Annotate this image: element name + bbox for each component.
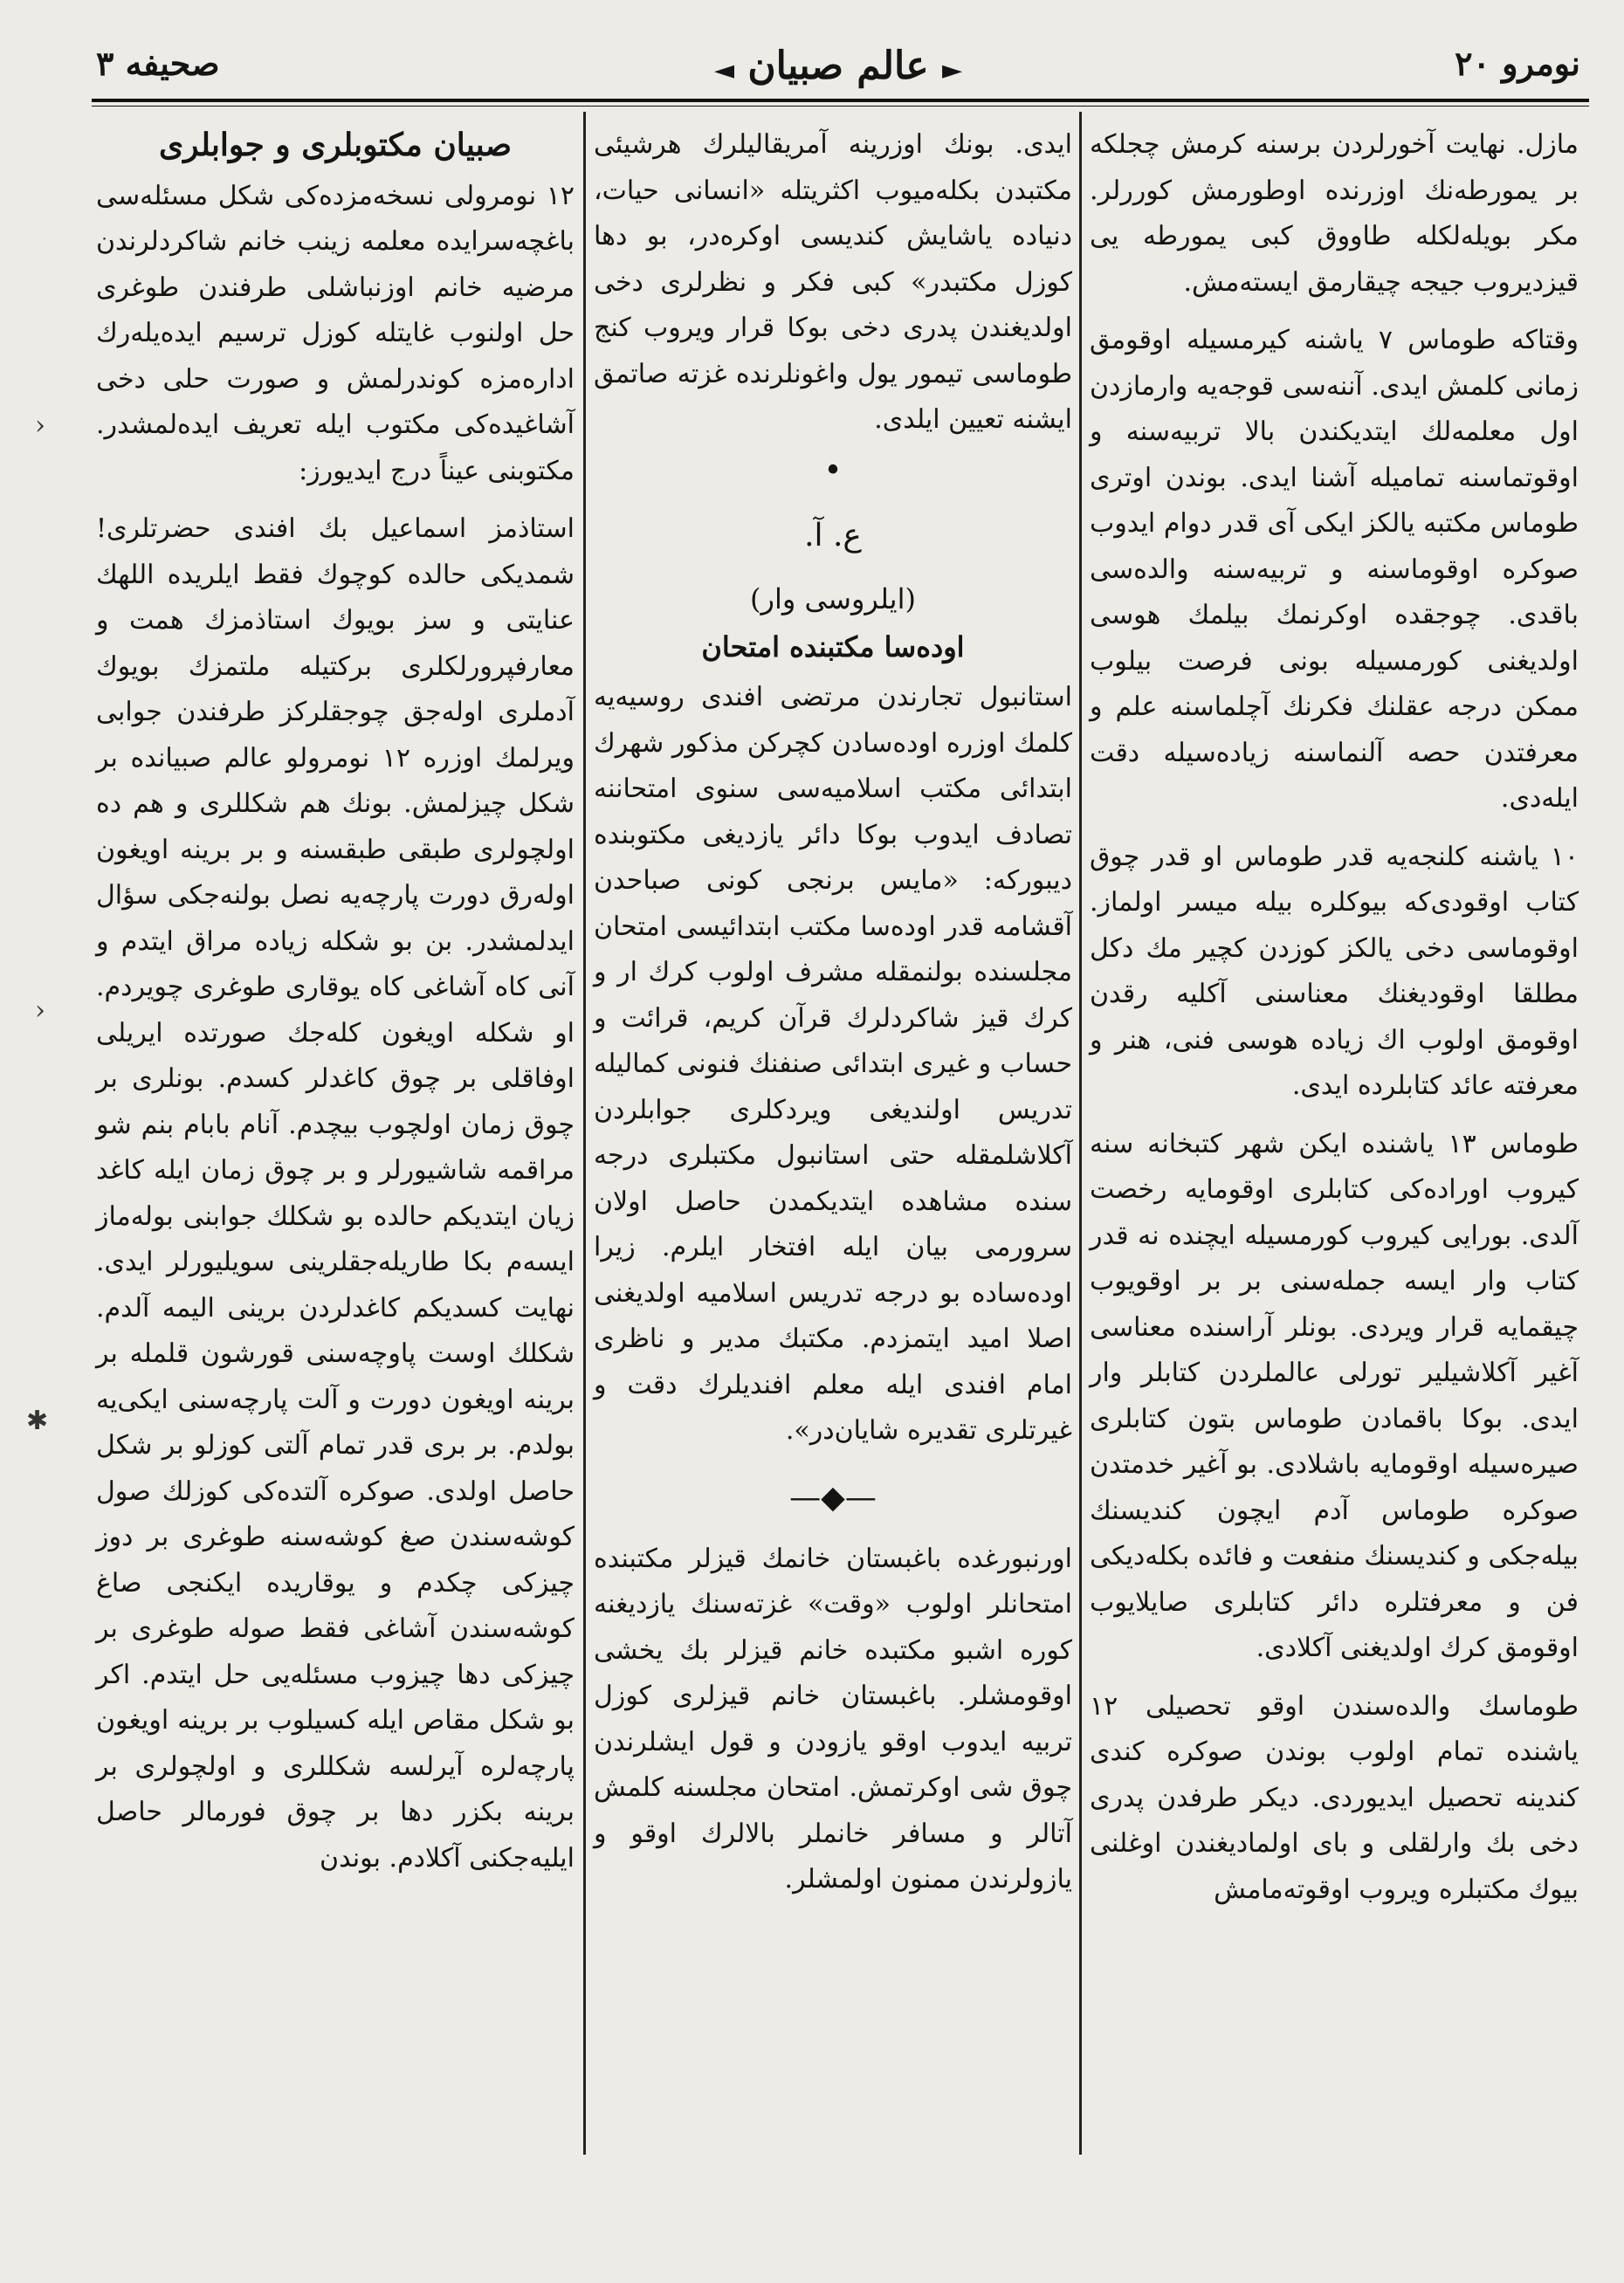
column-divider-right <box>1079 112 1082 2155</box>
column-divider-left <box>583 112 586 2155</box>
column-middle <box>594 122 1072 1915</box>
paragraph: استانبول تجارندن مرتضى افندى روسيه‌يه کلمك اوزره اوده‌سادن کچرکن مذکور شهرك ابتدائى مکتب اسلاميه‌سى سنوى امتحاننه تصادف ايدوب بوکا دائر يازديغى مکتوبنده ديبورکه: «مايس برنجى کونى صباحدن آقشامه قدر اوده‌سا مکتب ابتدائيسى امتحان مجلسنده بولنمقله مشرف اولوب کرك ار و کرك قيز شاکردلرك قرآن کريم، قرائت و حساب و غيرى ابتدائى صنفنك فنونى کماليله تدريس اولنديغى ويردکلرى جوابلردن آکلاشلمقله حتى استانبول مکتبلرى درجه سنده مشاهده ايتديکمدن حاصل اولان سرورمى بيان ايله افتخار ايلرم. زيرا اوده‌ساده بو درجه تدريس اسلاميه اولديغنى اصلا اميد ايتمزدم. مکتبك مدير و ناظرى امام افندى ايله معلم افنديلرك دقت و غيرتلرى تقديره شايان‌در». <box>594 682 1072 1446</box>
author-signature: ع. آ. <box>804 517 862 554</box>
paragraph: طوماسك والده‌سندن اوقو تحصيلى ١٢ ياشنده تمام اولوب بوندن صوکره کندى کندينه تحصيل ايديوردى. ديکر طرفدن پدرى دخى بك وارلقلى و باى اولماديغندن اوغلنى بيوك مکتبلره ويروب اوقوته‌مامش <box>1090 1690 1579 1905</box>
newspaper-title <box>714 44 962 88</box>
bullet-dot: • <box>823 452 843 489</box>
article-title: اوده‌سا مکتبنده امتحان <box>701 629 965 664</box>
newspaper-title-text: عالم صبيان <box>747 44 929 88</box>
header-rule-thick <box>92 99 1589 102</box>
issue-number: نومرو ٢٠ <box>1455 44 1580 83</box>
paragraph: اورنبورغده باغبستان خانمك قيزلر مکتبنده امتحانلر اولوب «وقت» غزته‌سنك يازديغنه کوره اشبو مکتبده خانم قيزلر بك يخشى اوقومشلر. باغبستان خانم قيزلرى کوزل تربيه ايدوب اوقو يازودن و قول ايشلرندن چوق شى اوکرتمش. امتحان مجلسنه کلمش آتالر و مسافر خانملر بالالرك اوقو و يازولرندن ممنون اولمشلر. <box>594 1543 1072 1894</box>
section-divider: —◆— <box>789 1479 877 1516</box>
paragraph: طوماس ١٣ ياشنده ايکن شهر کتبخانه سنه کيروب اوراده‌کى کتابلرى اوقومايه رخصت آلدى. بورايى کيروب کورمسيله ايچنده نه قدر کتاب وار ايسه جمله‌سنى بر بر اوقويوب چيقمايه قرار ويردى. بونلر آراسنده معناسى آغير آکلاشيلير تورلى عالملردن کتابلر وار ايدى. بوکا باقمادن طوماس بتون کتابلرى صيره‌سيله اوقومايه باشلادى. بو آغير خدمتدن صوکره طوماس آدم ايچون کنديسنك بيله‌جکى و کنديسنك منفعت و فائده بکله‌ديکى فن و معرفتلره دائر کتابلرى صايلايوب اوقومق کرك اولديغنى آکلادى. <box>1090 1128 1579 1663</box>
section-title: صبيان مکتوبلرى و جوابلرى <box>158 127 513 163</box>
paragraph: ١٠ ياشنه کلنجه‌يه قدر طوماس او قدر چوق کتاب اوقودى‌که بيوکلره بيله ميسر اولماز. اوقوماسى دخى يالکز کوزدن کچير مك دکل مطلقا اوقوديغنك معناسنى آکليه رقدن اوقومق اولوب اك زياده هوسى فنى، هنر و معرفته عائد کتابلرده ايدى. <box>1090 841 1579 1101</box>
continued-note: (ايلروسى وار) <box>750 582 916 615</box>
margin-mark: › <box>35 995 45 1026</box>
paragraph: ١٢ نومرولى نسخه‌مزده‌کى شکل مسئله‌سى باغچه‌سرايده معلمه زينب خانم شاکردلرندن مرضيه خانم اوزنباشلى طرفندن طوغرى حل اولنوب غايتله کوزل ترسيم ايدەيله‌رك اداره‌مزه کوندرلمش و صورت حلى دخى آشاغيده‌کى مکتوب ايله تعريف ايدەلمشدر. مکتوبنى عيناً درج ايديورز: <box>96 180 575 486</box>
margin-mark: ✱ <box>26 1406 49 1436</box>
paragraph: وقتاکه طوماس ٧ ياشنه کيرمسيله اوقومق زمانى کلمش ايدى. آننه‌سى قوجه‌يه وارمازدن اول معلمه‌لك ايتديکندن بالا تربيه‌سنه و اوقوتماسنه تماميله آشنا ايدى. بوندن اوترى طوماس مکتبه يالکز ايکى آى قدر دوام ايدوب صوکره اوقوماسنه و تربيه‌سنه والده‌سى باقدى. چوجقده اوکرنمك بيلمك هوسى اولديغنى کورمسيله بونى فرصت بيلوب ممکن درجه عقلنك فکرنك آچلماسنه علم و معرفتدن حصه آلنماسنه زياده‌سيله دقت ايلەدى. <box>1090 325 1579 814</box>
page-number: صحيفه ٣ <box>96 44 220 83</box>
ornament-right-icon: ► <box>941 55 963 86</box>
paragraph: استاذمز اسماعيل بك افندى حضرتلرى! شمديکى حالده کوچوك فقط ايلريده اللهك عنايتى و سز بويوك استاذمزك همت و معارفپرورلکلرى برکتيله ملتمزك بويوك آدملرى اوله‌جق چوجقلرکز طرفندن جوابى ويرلمك اوزره ١٢ نومرولو عالم صبيانده بر شکل چيزلمش. بونك هم شکللرى و هم ده اولچولرى طبقى طبقسنه و بر برينه اويغون اوله‌رق دورت پارچه‌يه نصل بولنه‌جکى سؤال ايدلمشدر. بن بو شکله زياده مراق ايتدم و آنى کاه آشاغى کاه يوقارى طوغرى چويردم. او شکله اويغون کله‌جك صورتده ايريلى اوفاقلى بر چوق کاغدلر کسدم. بونلرى بر چوق زمان اولچوب بيچدم. آنام بابام بنم شو مراقمه شاشيورلر و بر چوق زمان ايله کاغد زيان ايتديکم حالده بو شکلك جوابنى بوله‌ماز ايسه‌م بکا طاريله‌جقلرينى سويليورلر ايدى. نهايت کسديکم کاغدلردن برينى اليمه آلدم. شکلك اوست پاوچه‌سنى قورشون قلمله بر برينه اويغون دورت و آلت پارچه‌سنى ايکى‌يه بولدم. بر برى قدر تمام آلتى کوزلو بر شکل حاصل اولدى. صوکره آلتده‌کى کوزلك صول کوشه‌سندن صغ کوشه‌سنه طوغرى بر دوز چيزکى چکدم و يوقاريده ايکنجى صاغ کوشه‌سندن آشاغى فقط صوله طوغرى بر چيزکى دها چيزوب مسئله‌يى حل ايتدم. اکر بو شکل مقاص ايله کسيلوب بر برينه اويغون پارچه‌لره آيرلسه شکللرى و اولچولرى بر برينه بکزر دها بر چوق فورمالر حاصل ايليه‌جکنى آکلادم. بوندن <box>96 513 575 1874</box>
ornament-left-icon: ◄ <box>713 55 735 86</box>
margin-mark: › <box>35 410 45 441</box>
masthead <box>96 44 1580 98</box>
paragraph: ايدى. بونك اوزرينه آمريقاليلرك هرشيئى مکتبدن بکله‌ميوب اکثريتله «انسانى حيات، دنياده ياشايش کنديسى اوکره‌در، بو دها کوزل مکتبدر» کبى فکر و نظرلرى دخى اولديغندن پدرى دخى بوکا قرار ويروب کنج طوماسى تيمور يول واغونلرنده غزته صاتمق ايشنه تعيين ايلدى. <box>594 129 1072 435</box>
paragraph: مازل. نهايت آخورلردن برسنه کرمش چجلکه بر يمورطه‌نك اوزرنده اوطورمش کوررلر. مکر بويله‌لکله طاووق کبى يمورطه يى قيزديروب جيجه چيقارمق ايسته‌مش. <box>1090 129 1579 298</box>
column-right <box>1090 122 1579 1925</box>
header-rule-thin <box>92 106 1589 107</box>
column-left <box>96 122 575 1894</box>
